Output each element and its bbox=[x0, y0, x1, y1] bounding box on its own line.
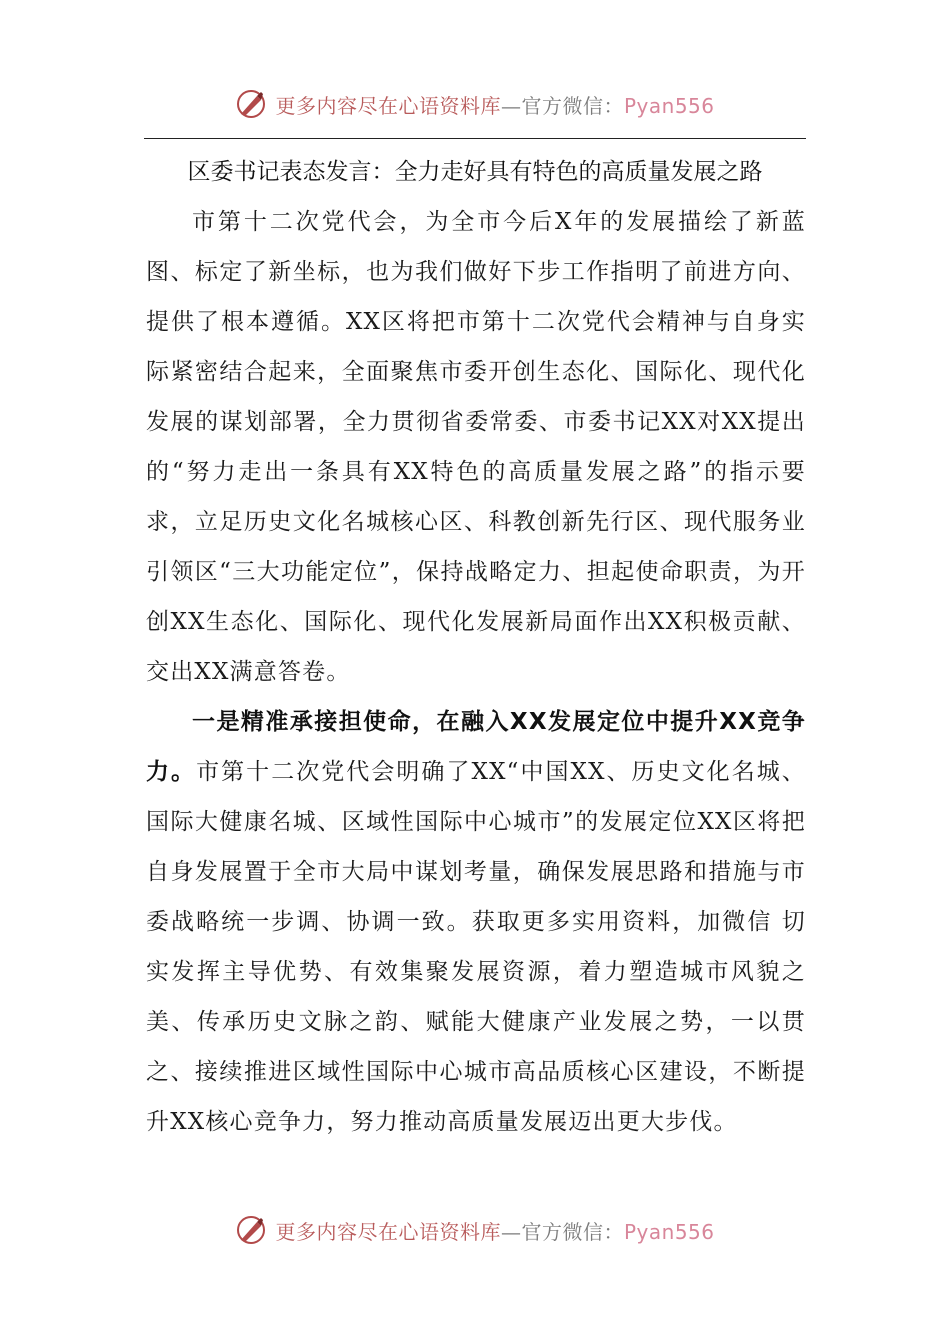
header-banner bbox=[0, 84, 950, 124]
document-title: 区委书记表态发言：全力走好具有特色的高质量发展之路 bbox=[187, 159, 763, 185]
paragraph-2-body: 市第十二次党代会明确了XX“中国XX、历史文化名城、国际大健康名城、区域性国际中心城市”的发展定位XX区将把自身发展置于全市大局中谋划考量，确保发展思路和措施与市委战略统一步调、协调一致。获取更多实用资料，加微信 切实发挥主导优势、有效集聚发展资源，着力塑造城市风貌之美、传承历史文脉之韵、赋能大健康产业发展之势，一以贯之、接续推进区域性国际中心城市高品质核心区建设，不断提升XX核心竞争力，努力推动高质量发展迈出更大步伐。 bbox=[146, 759, 806, 1135]
banner-wechat-id: Pyan556 bbox=[623, 93, 715, 118]
banner-official-label: 官方微信： bbox=[521, 1219, 624, 1244]
banner-official-label: 官方微信： bbox=[521, 93, 624, 118]
footer-banner bbox=[0, 1210, 950, 1250]
paragraph-2-heading: 一是精准承接担使命，在融入XX发展定位中提升XX竞争力。 bbox=[146, 709, 806, 785]
banner-main-text: 更多内容尽在心语资料库 bbox=[275, 93, 501, 118]
document-body bbox=[146, 197, 806, 1147]
banner-text bbox=[275, 90, 714, 119]
pen-logo-icon bbox=[235, 88, 267, 120]
banner-main-text: 更多内容尽在心语资料库 bbox=[275, 1219, 501, 1244]
banner-dash: — bbox=[500, 93, 522, 118]
banner-dash: — bbox=[500, 1219, 522, 1244]
paragraph-2 bbox=[146, 697, 806, 1147]
banner-text bbox=[275, 1216, 714, 1245]
banner-wechat-id: Pyan556 bbox=[623, 1219, 715, 1244]
paragraph-1: 市第十二次党代会，为全市今后X年的发展描绘了新蓝图、标定了新坐标，也为我们做好下步工作指明了前进方向、提供了根本遵循。XX区将把市第十二次党代会精神与自身实际紧密结合起来，全面聚焦市委开创生态化、国际化、现代化发展的谋划部署，全力贯彻省委常委、市委书记XX对XX提出的“努力走出一条具有XX特色的高质量发展之路”的指示要求，立足历史文化名城核心区、科教创新先行区、现代服务业引领区“三大功能定位”，保持战略定力、担起使命职责，为开创XX生态化、国际化、现代化发展新局面作出XX积极贡献、交出XX满意答卷。 bbox=[146, 209, 806, 685]
pen-logo-icon bbox=[235, 1214, 267, 1246]
header-rule bbox=[144, 138, 806, 139]
